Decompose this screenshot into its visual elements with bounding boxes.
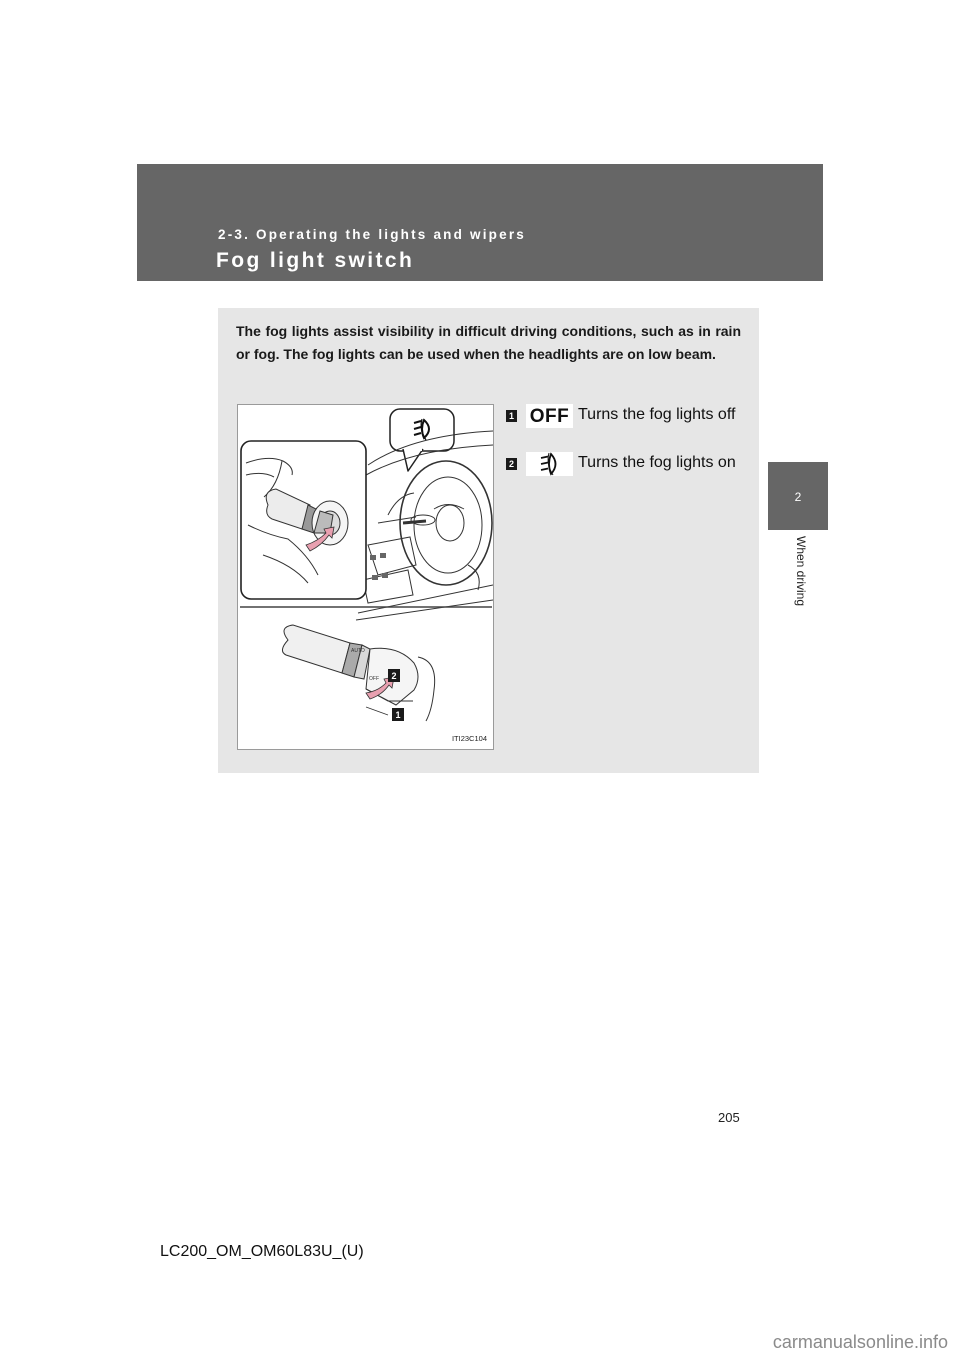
off-position-symbol [526, 404, 573, 428]
chapter-label: When driving [794, 536, 808, 607]
chapter-tab[interactable] [768, 462, 828, 530]
off-symbol-text: OFF [529, 406, 570, 427]
svg-text:2: 2 [391, 671, 397, 681]
watermark: carmanualsonline.info [772, 1332, 948, 1352]
fog-switch-illustration [237, 404, 494, 750]
chapter-number: 2 [794, 490, 802, 504]
document-code: LC200_OM_OM60L83U_(U) [160, 1243, 364, 1260]
lever-off-mark: OFF [369, 676, 379, 682]
lever-auto-mark: AUTO [351, 648, 365, 654]
svg-text:1: 1 [395, 710, 401, 720]
fog-position-symbol [526, 452, 573, 476]
illustration-drawing [238, 405, 494, 750]
figure-callout-2 [388, 669, 400, 682]
figure-code: ITI23C104 [451, 734, 487, 743]
figure-callout-1 [366, 707, 404, 721]
intro-paragraph: The fog lights assist visibility in difficult driving conditions, such as in rain or fog. The fog lights can be used when the headlights are on low beam. [236, 323, 741, 362]
step-description: Turns the fog lights on [578, 454, 736, 471]
step-1 [506, 404, 736, 452]
step-2 [506, 452, 736, 500]
step-description: Turns the fog lights off [578, 406, 736, 423]
step-number-badge: 2 [506, 458, 517, 470]
content-box [218, 308, 759, 773]
page-number: 205 [718, 1110, 740, 1125]
section-label: 2-3. Operating the lights and wipers [218, 227, 526, 242]
page-title: Fog light switch [216, 249, 415, 272]
step-number-badge: 1 [506, 410, 517, 422]
fog-light-icon [526, 452, 573, 476]
